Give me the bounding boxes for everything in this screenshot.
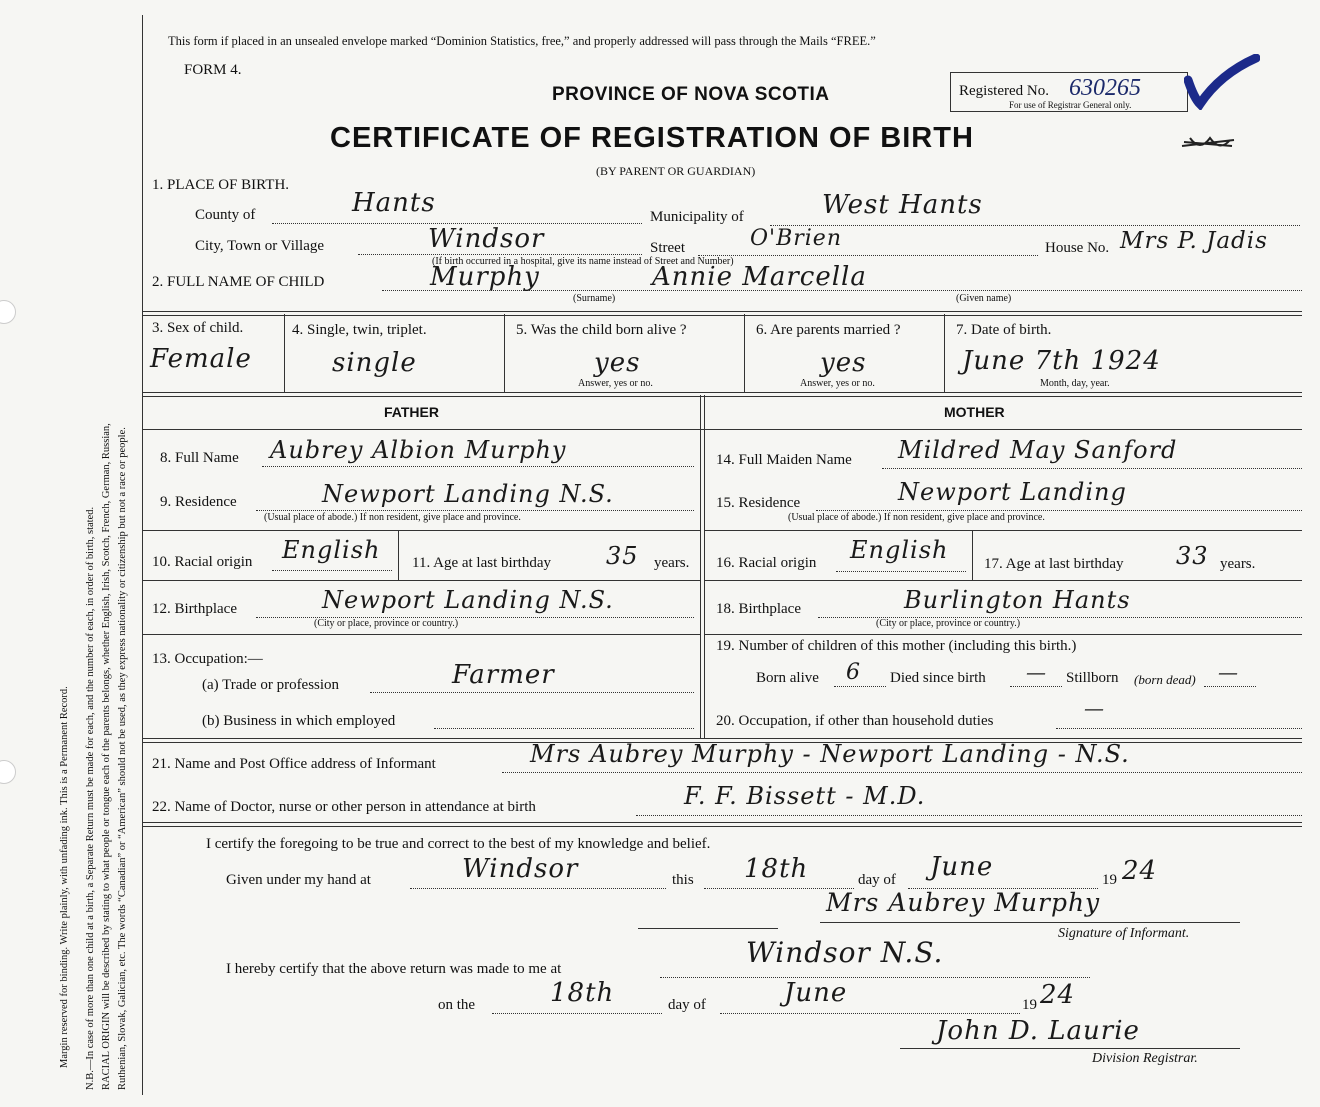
registrar-signature: John D. Laurie: [936, 1016, 1140, 1046]
registered-note: For use of Registrar General only.: [1009, 100, 1132, 110]
father-name: Aubrey Albion Murphy: [270, 436, 567, 464]
mother-residence-label: 15. Residence: [716, 495, 801, 511]
father-name-label: 8. Full Name: [160, 450, 239, 466]
hospital-note: (If birth occurred in a hospital, give its name instead of Street and Number): [432, 256, 734, 267]
father-residence-label: 9. Residence: [160, 494, 237, 510]
mother-birthplace-label: 18. Birthplace: [716, 601, 801, 617]
return-month: June: [784, 978, 848, 1008]
father-age-label: 11. Age at last birthday: [412, 555, 551, 571]
given-name-note: (Given name): [956, 293, 1012, 304]
mother-birthplace-note: (City or place, province or country.): [876, 618, 1021, 629]
informant-signature: Mrs Aubrey Murphy: [826, 888, 1101, 917]
county-value: Hants: [352, 188, 436, 218]
mother-race-label: 16. Racial origin: [716, 555, 817, 571]
return-year: 24: [1040, 980, 1076, 1010]
side-note-racial-origin-cont: Ruthenian, Slovak, Galician, etc. The words “Canadian” or “American” should not be used, as they express nationality or citizenship but not a race or people.: [117, 427, 128, 1090]
given-year-prefix: 19: [1102, 872, 1117, 888]
father-birthplace-label: 12. Birthplace: [152, 601, 237, 617]
informant-label: 21. Name and Post Office address of Informant: [152, 756, 436, 772]
side-note-binding: Margin reserved for binding. Write plainly, with unfading ink. This is a Permanent Record.: [59, 686, 70, 1068]
died-count: —: [1026, 660, 1047, 684]
mother-name: Mildred May Sanford: [898, 436, 1178, 464]
sex-label: 3. Sex of child.: [152, 320, 244, 336]
stillborn-label: Stillborn: [1066, 670, 1119, 686]
died-label: Died since birth: [890, 670, 986, 686]
born-alive-value: yes: [594, 348, 641, 378]
certification-statement: I certify the foregoing to be true and correct to the best of my knowledge and belief.: [206, 836, 711, 852]
registered-box: [950, 72, 1188, 112]
doctor-label: 22. Name of Doctor, nurse or other person in attendance at birth: [152, 799, 536, 815]
mail-notice: This form if placed in an unsealed envelope marked “Dominion Statistics, free,” and properly addressed will pass through the Mails “FREE.”: [168, 34, 876, 48]
return-day-of-label: day of: [668, 997, 706, 1013]
registered-number: 630265: [1069, 75, 1141, 101]
street-label: Street: [650, 240, 685, 256]
city-label: City, Town or Village: [195, 238, 325, 254]
given-year: 24: [1122, 856, 1158, 886]
margin-rule: [142, 15, 143, 1095]
stillborn-note: (born dead): [1134, 672, 1196, 687]
side-note-multiple-births: N.B.—In case of more than one child at a birth, a Separate Return must be made for each, and the number of each, in order of birth, stated.: [85, 506, 96, 1090]
mother-birthplace: Burlington Hants: [904, 586, 1131, 614]
mother-occupation-label: 20. Occupation, if other than household duties: [716, 713, 994, 729]
mother-occupation: —: [1084, 696, 1105, 720]
mother-residence-note: (Usual place of abode.) If non resident, give place and province.: [788, 512, 1045, 523]
stillborn-count: —: [1218, 660, 1239, 684]
married-label: 6. Are parents married ?: [756, 322, 901, 338]
binding-hole: [0, 760, 16, 784]
on-the-label: on the: [438, 997, 476, 1013]
father-occupation-label: 13. Occupation:—: [152, 651, 263, 667]
father-race: English: [282, 536, 381, 564]
given-day: 18th: [744, 854, 809, 884]
father-residence-note: (Usual place of abode.) If non resident, give place and province.: [264, 512, 521, 523]
child-surname: Murphy: [430, 262, 540, 292]
form-number: FORM 4.: [184, 62, 242, 78]
city-value: Windsor: [428, 224, 545, 254]
dob-label: 7. Date of birth.: [956, 322, 1052, 338]
return-place: Windsor N.S.: [746, 936, 944, 969]
house-label: House No.: [1045, 240, 1110, 256]
page-subtitle: (BY PARENT OR GUARDIAN): [596, 164, 756, 178]
mother-heading: MOTHER: [944, 404, 1005, 420]
born-alive-note: Answer, yes or no.: [578, 378, 653, 389]
surname-note: (Surname): [573, 293, 616, 304]
plurality-value: single: [332, 348, 417, 378]
dob-value: June 7th 1924: [962, 346, 1161, 376]
given-under-label: Given under my hand at: [226, 872, 371, 888]
sex-value: Female: [150, 344, 252, 374]
mother-race: English: [850, 536, 949, 564]
checkmark-icon: [1184, 54, 1260, 115]
married-note: Answer, yes or no.: [800, 378, 875, 389]
registered-label: Registered No.: [959, 83, 1049, 99]
given-place: Windsor: [462, 854, 579, 884]
scribble-icon: [1180, 132, 1236, 159]
informant-signature-note: Signature of Informant.: [1058, 926, 1190, 941]
trade-label: (a) Trade or profession: [202, 677, 340, 693]
child-name-label: 2. FULL NAME OF CHILD: [152, 274, 325, 290]
binding-hole: [0, 300, 16, 324]
father-age: 35: [606, 542, 639, 570]
return-year-prefix: 19: [1022, 997, 1037, 1013]
father-heading: FATHER: [384, 404, 439, 420]
side-note-racial-origin: RACIAL ORIGIN will be described by stating to what people or tongue each of the parents belongs, whether English, Irish, Scotch, French, German, Russian,: [101, 423, 112, 1090]
father-residence: Newport Landing N.S.: [322, 480, 614, 508]
plurality-label: 4. Single, twin, triplet.: [292, 322, 427, 338]
return-made-label: I hereby certify that the above return was made to me at: [226, 961, 562, 977]
this-label: this: [672, 872, 694, 888]
born-alive-label: 5. Was the child born alive ?: [516, 322, 687, 338]
place-of-birth-label: 1. PLACE OF BIRTH.: [152, 177, 290, 193]
born-alive-count-label: Born alive: [756, 670, 819, 686]
married-value: yes: [820, 348, 867, 378]
child-given-name: Annie Marcella: [652, 262, 867, 292]
county-label: County of: [195, 207, 256, 223]
municipality-value: West Hants: [822, 190, 983, 220]
father-race-label: 10. Racial origin: [152, 554, 253, 570]
street-value: O'Brien: [750, 226, 842, 251]
children-count-label: 19. Number of children of this mother (including this birth.): [716, 638, 1077, 654]
business-label: (b) Business in which employed: [202, 713, 396, 729]
mother-age: 33: [1176, 542, 1209, 570]
return-day: 18th: [550, 978, 615, 1008]
given-month: June: [930, 852, 994, 882]
mother-age-label: 17. Age at last birthday: [984, 556, 1124, 572]
registrar-note: Division Registrar.: [1092, 1051, 1198, 1066]
page-title: CERTIFICATE OF REGISTRATION OF BIRTH: [330, 122, 974, 154]
doctor-value: F. F. Bissett - M.D.: [684, 782, 926, 810]
house-value: Mrs P. Jadis: [1120, 228, 1268, 254]
dob-note: Month, day, year.: [1040, 378, 1110, 389]
province-heading: PROVINCE OF NOVA SCOTIA: [552, 84, 830, 105]
father-birthplace-note: (City or place, province or country.): [314, 618, 459, 629]
mother-name-label: 14. Full Maiden Name: [716, 452, 852, 468]
day-of-label: day of: [858, 872, 896, 888]
born-alive-count: 6: [846, 660, 861, 685]
mother-age-unit: years.: [1220, 556, 1256, 572]
informant-value: Mrs Aubrey Murphy - Newport Landing - N.S.: [530, 740, 1130, 768]
mother-residence: Newport Landing: [898, 478, 1127, 506]
father-age-unit: years.: [654, 555, 690, 571]
trade-value: Farmer: [452, 660, 555, 690]
father-birthplace: Newport Landing N.S.: [322, 586, 614, 614]
municipality-label: Municipality of: [650, 209, 744, 225]
